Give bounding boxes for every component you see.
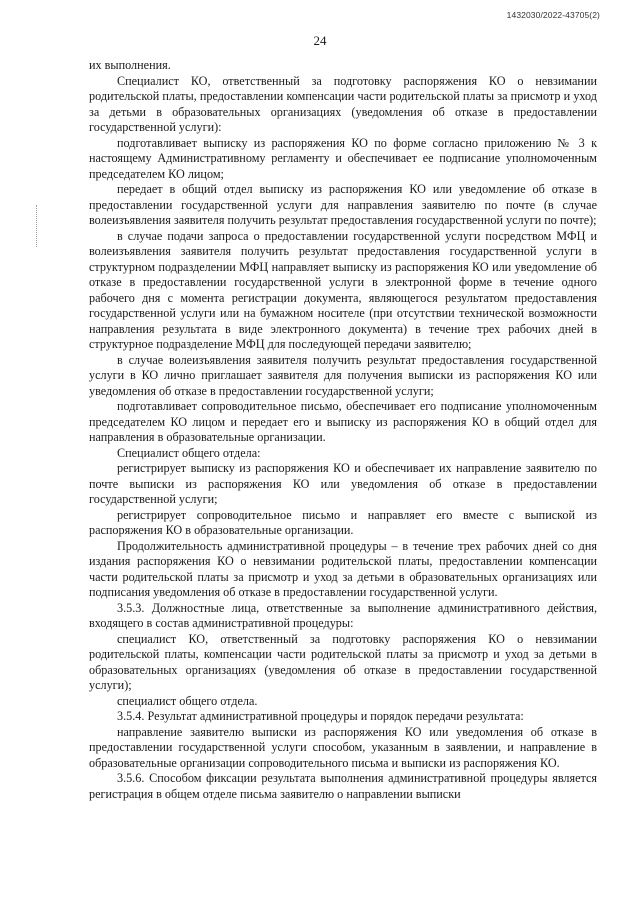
paragraph-continuation: их выполнения.	[89, 58, 171, 72]
paragraph: подготавливает выписку из распоряжения КО по форме согласно приложению № 3 к настоящему Административному регламенту и обеспечивает ее подписание уполномоченным председателем КО лицом;	[89, 135, 597, 181]
paragraph: Специалист общего отдела:	[117, 445, 261, 460]
paragraph: в случае подачи запроса о предоставлении государственной услуги посредством МФЦ и волеизъявления заявителя получить результат предоставления государственной услуги в структурном подразделении МФЦ направляет выписку из распоряжения КО или уведомление об отказе в предоставлении государственной услуги в электронной форме в течение одного рабочего дня с момента регистрации документа, являющегося результатом предоставления государственной услуги или на бумажном носителе (при отсутствии технической возможности направления результата в виде электронного документа) в течение трех рабочих дней в структурное подразделение МФЦ для последующей передачи заявителю;	[89, 228, 597, 351]
paragraph: передает в общий отдел выписку из распоряжения КО или уведомление об отказе в предоставлении государственной услуги для направления заявителю по почте (в случае волеизъявления заявителя получить результат предоставления государственной услуги по почте);	[89, 182, 597, 227]
paragraph: Специалист КО, ответственный за подготовку распоряжения КО о невзимании родительской платы, предоставлении компенсации части родительской платы за присмотр и уход за детьми в образовательных организациях (уведомления об отказе в предоставлении государственной услуги):	[89, 73, 597, 134]
document-body	[89, 58, 597, 802]
section-3-5-6: 3.5.6. Способом фиксации результата выполнения административной процедуры является регистрация в общем отделе письма заявителю о направлении выписки	[89, 771, 597, 801]
paragraph: подготавливает сопроводительное письмо, обеспечивает его подписание уполномоченным председателем КО лицом и передает его и выписку из распоряжения КО в общий отдел для направления в образовательные организации.	[89, 399, 597, 444]
paragraph: направление заявителю выписки из распоряжения КО или уведомления об отказе в предоставлении государственной услуги способом, указанным в заявлении, и направление в образовательные организации сопроводительного письма и выписки из распоряжения КО.	[89, 724, 597, 770]
paragraph: специалист КО, ответственный за подготовку распоряжения КО о невзимании родительской платы, компенсации части родительской платы за присмотр и уход за детьми в образовательных организациях (уведомления об отказе в предоставлении государственной услуги);	[89, 631, 597, 692]
margin-mark	[36, 205, 43, 247]
section-3-5-3: 3.5.3. Должностные лица, ответственные за выполнение административного действия, входящего в состав административной процедуры:	[89, 600, 597, 630]
paragraph: в случае волеизъявления заявителя получить результат предоставления государственной услуги в КО лично приглашает заявителя для получения выписки из распоряжения КО или уведомления об отказе в предоставлении государственной услуги;	[89, 352, 597, 398]
paragraph: регистрирует выписку из распоряжения КО и обеспечивает их направление заявителю по почте выписки из распоряжения КО или уведомления об отказе в предоставлении государственной услуги;	[89, 461, 597, 506]
paragraph: Продолжительность административной процедуры – в течение трех рабочих дней со дня издания распоряжения КО о невзимании родительской платы, предоставлении компенсации части родительской платы за присмотр и уход за детьми в образовательных организациях или подписания уведомления об отказе в предоставлении государственной услуги.	[89, 538, 597, 599]
paragraph: регистрирует сопроводительное письмо и направляет его вместе с выпиской из распоряжения КО в образовательные организации.	[89, 507, 597, 537]
section-3-5-4: 3.5.4. Результат административной процедуры и порядок передачи результата:	[117, 709, 524, 723]
paragraph: специалист общего отдела.	[117, 693, 258, 708]
document-id: 1432030/2022-43705(2)	[506, 10, 600, 20]
page-number: 24	[313, 33, 327, 48]
